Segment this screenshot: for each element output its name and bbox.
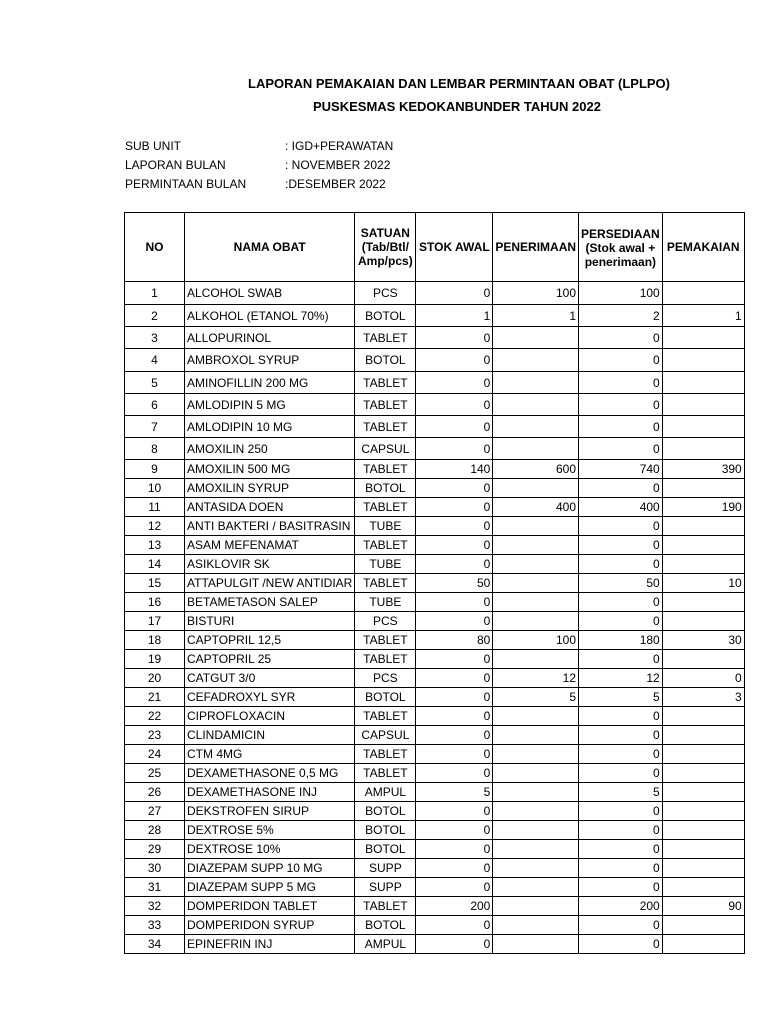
- table-row: [125, 821, 745, 840]
- cell-pakai: [662, 555, 744, 574]
- cell-stok: 0: [416, 840, 493, 859]
- cell-stok: 0: [416, 372, 493, 394]
- cell-satuan: TABLET: [355, 631, 416, 650]
- cell-terima: [493, 935, 579, 954]
- cell-no: 9: [125, 460, 185, 479]
- cell-nama: AMOXILIN 250: [185, 438, 355, 460]
- cell-sedia: 2: [579, 305, 663, 327]
- cell-sedia: 12: [579, 669, 663, 688]
- cell-nama: CEFADROXYL SYR: [185, 688, 355, 707]
- cell-pakai: [662, 707, 744, 726]
- cell-sedia: 200: [579, 897, 663, 916]
- cell-terima: [493, 840, 579, 859]
- header-stok-awal: STOK AWAL: [416, 213, 493, 282]
- cell-terima: [493, 349, 579, 372]
- cell-no: 24: [125, 745, 185, 764]
- cell-stok: 0: [416, 650, 493, 669]
- meta-value: : NOVEMBER 2022: [285, 158, 391, 172]
- table-row: [125, 878, 745, 897]
- cell-terima: [493, 878, 579, 897]
- header-pemakaian: PEMAKAIAN: [662, 213, 744, 282]
- cell-no: 15: [125, 574, 185, 593]
- cell-pakai: [662, 536, 744, 555]
- cell-terima: [493, 416, 579, 438]
- cell-nama: ALCOHOL SWAB: [185, 282, 355, 305]
- cell-no: 29: [125, 840, 185, 859]
- cell-nama: BETAMETASON SALEP: [185, 593, 355, 612]
- cell-satuan: TABLET: [355, 574, 416, 593]
- cell-satuan: TABLET: [355, 764, 416, 783]
- cell-stok: 0: [416, 349, 493, 372]
- cell-no: 23: [125, 726, 185, 745]
- cell-stok: 0: [416, 878, 493, 897]
- cell-sedia: 0: [579, 349, 663, 372]
- table-row: [125, 840, 745, 859]
- cell-satuan: SUPP: [355, 859, 416, 878]
- cell-nama: AMOXILIN SYRUP: [185, 479, 355, 498]
- cell-no: 18: [125, 631, 185, 650]
- cell-nama: CLINDAMICIN: [185, 726, 355, 745]
- table-row: [125, 631, 745, 650]
- cell-pakai: 1: [662, 305, 744, 327]
- cell-sedia: 740: [579, 460, 663, 479]
- cell-no: 17: [125, 612, 185, 631]
- cell-terima: 100: [493, 631, 579, 650]
- cell-pakai: 90: [662, 897, 744, 916]
- cell-stok: 0: [416, 555, 493, 574]
- cell-sedia: 0: [579, 394, 663, 416]
- cell-nama: CIPROFLOXACIN: [185, 707, 355, 726]
- cell-satuan: BOTOL: [355, 802, 416, 821]
- table-row: [125, 764, 745, 783]
- cell-pakai: [662, 327, 744, 349]
- cell-sedia: 5: [579, 688, 663, 707]
- cell-terima: [493, 650, 579, 669]
- cell-nama: DOMPERIDON SYRUP: [185, 916, 355, 935]
- cell-pakai: [662, 840, 744, 859]
- table-row: [125, 479, 745, 498]
- cell-satuan: BOTOL: [355, 688, 416, 707]
- meta-request-month: [125, 177, 386, 191]
- cell-satuan: TUBE: [355, 555, 416, 574]
- cell-sedia: 0: [579, 859, 663, 878]
- cell-no: 12: [125, 517, 185, 536]
- table-row: [125, 783, 745, 802]
- cell-satuan: TUBE: [355, 517, 416, 536]
- cell-sedia: 100: [579, 282, 663, 305]
- cell-sedia: 0: [579, 745, 663, 764]
- table-row: [125, 802, 745, 821]
- meta-sub-unit: [125, 139, 393, 153]
- cell-stok: 0: [416, 416, 493, 438]
- cell-terima: [493, 783, 579, 802]
- table-row: [125, 726, 745, 745]
- cell-nama: DEXAMETHASONE INJ: [185, 783, 355, 802]
- cell-no: 25: [125, 764, 185, 783]
- cell-nama: AMBROXOL SYRUP: [185, 349, 355, 372]
- cell-satuan: CAPSUL: [355, 726, 416, 745]
- cell-satuan: TABLET: [355, 498, 416, 517]
- cell-sedia: 5: [579, 783, 663, 802]
- cell-no: 5: [125, 372, 185, 394]
- cell-stok: 0: [416, 612, 493, 631]
- cell-stok: 0: [416, 821, 493, 840]
- cell-sedia: 0: [579, 935, 663, 954]
- cell-pakai: [662, 517, 744, 536]
- cell-satuan: TABLET: [355, 650, 416, 669]
- table-row: [125, 438, 745, 460]
- cell-terima: [493, 916, 579, 935]
- cell-sedia: 0: [579, 612, 663, 631]
- cell-sedia: 0: [579, 372, 663, 394]
- table-row: [125, 745, 745, 764]
- cell-terima: [493, 327, 579, 349]
- cell-terima: [493, 555, 579, 574]
- cell-stok: 0: [416, 916, 493, 935]
- cell-pakai: [662, 745, 744, 764]
- cell-no: 6: [125, 394, 185, 416]
- cell-satuan: PCS: [355, 669, 416, 688]
- cell-satuan: TABLET: [355, 897, 416, 916]
- cell-terima: [493, 707, 579, 726]
- cell-no: 3: [125, 327, 185, 349]
- cell-stok: 140: [416, 460, 493, 479]
- cell-satuan: TUBE: [355, 593, 416, 612]
- cell-sedia: 0: [579, 878, 663, 897]
- cell-terima: [493, 394, 579, 416]
- cell-stok: 0: [416, 498, 493, 517]
- cell-nama: DEKSTROFEN SIRUP: [185, 802, 355, 821]
- cell-satuan: TABLET: [355, 536, 416, 555]
- cell-stok: 0: [416, 438, 493, 460]
- cell-sedia: 0: [579, 707, 663, 726]
- table-row: [125, 707, 745, 726]
- cell-satuan: TABLET: [355, 745, 416, 764]
- cell-nama: CAPTOPRIL 12,5: [185, 631, 355, 650]
- cell-terima: [493, 517, 579, 536]
- cell-nama: DEXTROSE 10%: [185, 840, 355, 859]
- cell-stok: 0: [416, 536, 493, 555]
- cell-sedia: 0: [579, 416, 663, 438]
- cell-pakai: [662, 593, 744, 612]
- table-row: [125, 394, 745, 416]
- cell-pakai: [662, 878, 744, 897]
- cell-stok: 0: [416, 707, 493, 726]
- cell-sedia: 180: [579, 631, 663, 650]
- table-row: [125, 935, 745, 954]
- cell-pakai: 30: [662, 631, 744, 650]
- cell-pakai: [662, 438, 744, 460]
- cell-satuan: BOTOL: [355, 916, 416, 935]
- cell-terima: [493, 745, 579, 764]
- cell-nama: ASAM MEFENAMAT: [185, 536, 355, 555]
- cell-terima: [493, 802, 579, 821]
- cell-sedia: 0: [579, 438, 663, 460]
- cell-pakai: [662, 935, 744, 954]
- table-row: [125, 416, 745, 438]
- cell-no: 20: [125, 669, 185, 688]
- cell-terima: 1: [493, 305, 579, 327]
- cell-pakai: [662, 612, 744, 631]
- table-row: [125, 688, 745, 707]
- cell-sedia: 0: [579, 764, 663, 783]
- cell-sedia: 0: [579, 593, 663, 612]
- cell-stok: 0: [416, 688, 493, 707]
- table-row: [125, 327, 745, 349]
- cell-stok: 0: [416, 282, 493, 305]
- cell-no: 31: [125, 878, 185, 897]
- cell-pakai: [662, 859, 744, 878]
- cell-satuan: BOTOL: [355, 840, 416, 859]
- cell-satuan: AMPUL: [355, 783, 416, 802]
- header-satuan: SATUAN (Tab/Btl/ Amp/pcs): [355, 213, 416, 282]
- cell-pakai: [662, 821, 744, 840]
- header-persediaan-text: PERSEDIAAN (Stok awal + penerimaan): [581, 227, 660, 269]
- cell-satuan: BOTOL: [355, 821, 416, 840]
- cell-no: 30: [125, 859, 185, 878]
- table-row: [125, 650, 745, 669]
- cell-stok: 0: [416, 726, 493, 745]
- cell-terima: [493, 897, 579, 916]
- cell-nama: DIAZEPAM SUPP 10 MG: [185, 859, 355, 878]
- cell-nama: ANTI BAKTERI / BASITRASIN: [185, 517, 355, 536]
- cell-satuan: TABLET: [355, 394, 416, 416]
- cell-no: 21: [125, 688, 185, 707]
- cell-stok: 80: [416, 631, 493, 650]
- table-row: [125, 372, 745, 394]
- cell-satuan: TABLET: [355, 460, 416, 479]
- cell-pakai: [662, 650, 744, 669]
- cell-sedia: 0: [579, 650, 663, 669]
- cell-satuan: TABLET: [355, 416, 416, 438]
- cell-pakai: [662, 282, 744, 305]
- cell-stok: 200: [416, 897, 493, 916]
- cell-no: 28: [125, 821, 185, 840]
- cell-sedia: 0: [579, 536, 663, 555]
- cell-nama: CAPTOPRIL 25: [185, 650, 355, 669]
- cell-satuan: PCS: [355, 612, 416, 631]
- cell-terima: 100: [493, 282, 579, 305]
- cell-stok: 50: [416, 574, 493, 593]
- meta-value: : IGD+PERAWATAN: [285, 139, 394, 153]
- cell-terima: [493, 859, 579, 878]
- cell-sedia: 0: [579, 916, 663, 935]
- cell-sedia: 0: [579, 802, 663, 821]
- cell-pakai: [662, 764, 744, 783]
- cell-pakai: [662, 802, 744, 821]
- cell-terima: [493, 574, 579, 593]
- table-body: [125, 282, 745, 954]
- cell-terima: [493, 821, 579, 840]
- cell-sedia: 0: [579, 517, 663, 536]
- meta-label: LAPORAN BULAN: [125, 158, 226, 172]
- header-nama-obat: NAMA OBAT: [185, 213, 355, 282]
- table-row: [125, 498, 745, 517]
- cell-satuan: PCS: [355, 282, 416, 305]
- header-penerimaan: PENERIMAAN: [493, 213, 579, 282]
- cell-nama: ALLOPURINOL: [185, 327, 355, 349]
- cell-pakai: 390: [662, 460, 744, 479]
- header-no: NO: [125, 213, 185, 282]
- cell-no: 26: [125, 783, 185, 802]
- cell-nama: BISTURI: [185, 612, 355, 631]
- cell-satuan: CAPSUL: [355, 438, 416, 460]
- cell-pakai: [662, 783, 744, 802]
- cell-stok: 5: [416, 783, 493, 802]
- cell-nama: AMINOFILLIN 200 MG: [185, 372, 355, 394]
- cell-stok: 0: [416, 669, 493, 688]
- cell-terima: [493, 479, 579, 498]
- cell-nama: EPINEFRIN INJ: [185, 935, 355, 954]
- cell-no: 33: [125, 916, 185, 935]
- meta-label: PERMINTAAN BULAN: [125, 177, 247, 191]
- meta-label: SUB UNIT: [125, 139, 182, 153]
- cell-satuan: BOTOL: [355, 349, 416, 372]
- meta-report-month: [125, 158, 390, 172]
- cell-sedia: 400: [579, 498, 663, 517]
- table-row: [125, 349, 745, 372]
- cell-satuan: SUPP: [355, 878, 416, 897]
- cell-nama: DOMPERIDON TABLET: [185, 897, 355, 916]
- cell-no: 13: [125, 536, 185, 555]
- cell-no: 34: [125, 935, 185, 954]
- cell-nama: DEXTROSE 5%: [185, 821, 355, 840]
- cell-no: 2: [125, 305, 185, 327]
- cell-terima: [493, 372, 579, 394]
- cell-satuan: TABLET: [355, 707, 416, 726]
- cell-pakai: 190: [662, 498, 744, 517]
- cell-stok: 0: [416, 327, 493, 349]
- cell-nama: CTM 4MG: [185, 745, 355, 764]
- cell-pakai: [662, 372, 744, 394]
- cell-nama: ATTAPULGIT /NEW ANTIDIAR: [185, 574, 355, 593]
- cell-nama: DIAZEPAM SUPP 5 MG: [185, 878, 355, 897]
- meta-value: :DESEMBER 2022: [285, 177, 386, 191]
- cell-no: 8: [125, 438, 185, 460]
- cell-pakai: [662, 349, 744, 372]
- table-row: [125, 859, 745, 878]
- table-header-row: [125, 213, 745, 282]
- cell-terima: 12: [493, 669, 579, 688]
- cell-terima: [493, 536, 579, 555]
- cell-satuan: BOTOL: [355, 479, 416, 498]
- table-row: [125, 305, 745, 327]
- cell-stok: 0: [416, 764, 493, 783]
- cell-stok: 0: [416, 802, 493, 821]
- cell-pakai: [662, 726, 744, 745]
- cell-no: 22: [125, 707, 185, 726]
- header-persediaan: [579, 213, 663, 282]
- cell-terima: [493, 612, 579, 631]
- cell-no: 7: [125, 416, 185, 438]
- cell-satuan: TABLET: [355, 327, 416, 349]
- table-row: [125, 916, 745, 935]
- cell-satuan: BOTOL: [355, 305, 416, 327]
- cell-no: 1: [125, 282, 185, 305]
- cell-stok: 0: [416, 394, 493, 416]
- cell-sedia: 50: [579, 574, 663, 593]
- cell-nama: AMLODIPIN 10 MG: [185, 416, 355, 438]
- table-row: [125, 517, 745, 536]
- cell-terima: [493, 764, 579, 783]
- cell-sedia: 0: [579, 726, 663, 745]
- report-subtitle: PUSKESMAS KEDOKANBUNDER TAHUN 2022: [313, 99, 601, 114]
- cell-no: 11: [125, 498, 185, 517]
- cell-sedia: 0: [579, 555, 663, 574]
- cell-terima: 400: [493, 498, 579, 517]
- cell-no: 32: [125, 897, 185, 916]
- cell-stok: 0: [416, 479, 493, 498]
- cell-stok: 1: [416, 305, 493, 327]
- cell-pakai: 0: [662, 669, 744, 688]
- table-row: [125, 460, 745, 479]
- cell-terima: [493, 438, 579, 460]
- cell-terima: [493, 593, 579, 612]
- cell-no: 27: [125, 802, 185, 821]
- cell-no: 4: [125, 349, 185, 372]
- table-row: [125, 574, 745, 593]
- cell-stok: 0: [416, 517, 493, 536]
- table-row: [125, 669, 745, 688]
- cell-nama: ANTASIDA DOEN: [185, 498, 355, 517]
- table-row: [125, 897, 745, 916]
- cell-pakai: [662, 479, 744, 498]
- cell-no: 16: [125, 593, 185, 612]
- cell-stok: 0: [416, 593, 493, 612]
- cell-pakai: 10: [662, 574, 744, 593]
- report-title: LAPORAN PEMAKAIAN DAN LEMBAR PERMINTAAN OBAT (LPLPO): [248, 76, 670, 91]
- cell-satuan: TABLET: [355, 372, 416, 394]
- cell-nama: ASIKLOVIR SK: [185, 555, 355, 574]
- cell-pakai: [662, 916, 744, 935]
- cell-satuan: AMPUL: [355, 935, 416, 954]
- cell-pakai: 3: [662, 688, 744, 707]
- cell-terima: 5: [493, 688, 579, 707]
- cell-nama: CATGUT 3/0: [185, 669, 355, 688]
- cell-sedia: 0: [579, 479, 663, 498]
- cell-no: 14: [125, 555, 185, 574]
- table-row: [125, 282, 745, 305]
- table-row: [125, 612, 745, 631]
- cell-nama: AMOXILIN 500 MG: [185, 460, 355, 479]
- cell-sedia: 0: [579, 821, 663, 840]
- cell-stok: 0: [416, 859, 493, 878]
- cell-nama: DEXAMETHASONE 0,5 MG: [185, 764, 355, 783]
- cell-terima: 600: [493, 460, 579, 479]
- cell-nama: ALKOHOL (ETANOL 70%): [185, 305, 355, 327]
- cell-no: 10: [125, 479, 185, 498]
- cell-pakai: [662, 394, 744, 416]
- table-row: [125, 555, 745, 574]
- table-row: [125, 536, 745, 555]
- medicine-table: [124, 212, 745, 954]
- cell-pakai: [662, 416, 744, 438]
- cell-no: 19: [125, 650, 185, 669]
- cell-sedia: 0: [579, 840, 663, 859]
- cell-terima: [493, 726, 579, 745]
- table-row: [125, 593, 745, 612]
- cell-sedia: 0: [579, 327, 663, 349]
- cell-stok: 0: [416, 745, 493, 764]
- cell-nama: AMLODIPIN 5 MG: [185, 394, 355, 416]
- cell-stok: 0: [416, 935, 493, 954]
